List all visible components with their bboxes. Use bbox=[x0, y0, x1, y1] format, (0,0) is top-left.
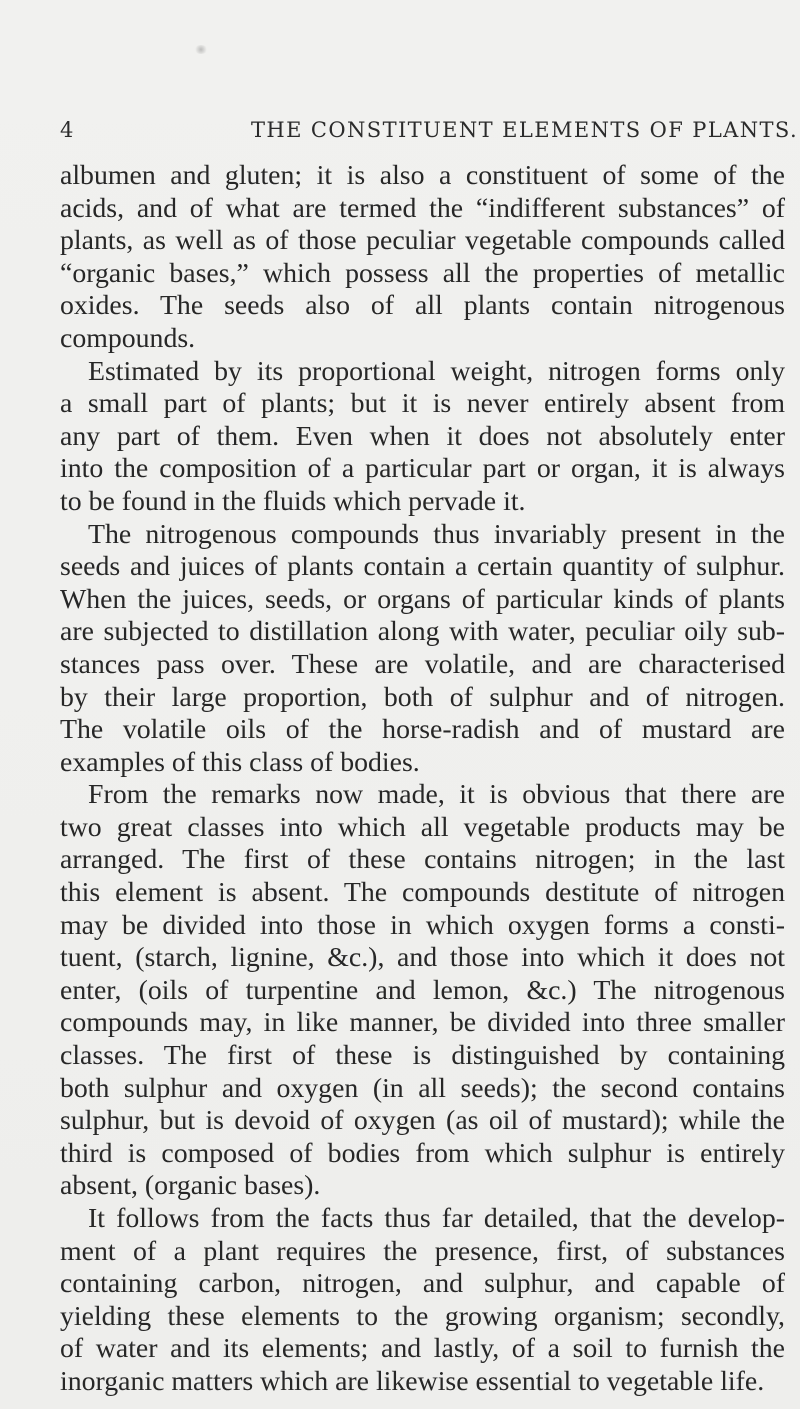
text-line: a small part of plants; but it is never entirely absent from bbox=[60, 388, 785, 420]
text-line: The nitrogenous compounds thus invariably present in the bbox=[88, 518, 785, 550]
text-line: examples of this class of bodies. bbox=[60, 746, 420, 778]
text-line: to be found in the fluids which pervade it. bbox=[60, 485, 526, 517]
text-line: compounds. bbox=[60, 322, 196, 354]
running-title: THE CONSTITUENT ELEMENTS OF PLANTS. bbox=[251, 118, 799, 142]
text-line: stances pass over. These are volatile, and are characterised bbox=[60, 648, 785, 680]
text-line: Estimated by its proportional weight, nitrogen forms only bbox=[88, 355, 785, 387]
text-line: The volatile oils of the horse-radish and of mustard are bbox=[60, 714, 785, 746]
text-line: both sulphur and oxygen (in all seeds); the second contains bbox=[60, 1072, 785, 1104]
text-line: compounds may, in like manner, be divided into three smaller bbox=[60, 1007, 785, 1039]
text-line: It follows from the facts thus far detailed, that the develop- bbox=[88, 1203, 785, 1234]
text-line: are subjected to distillation along with water, peculiar oily sub- bbox=[60, 616, 785, 648]
text-line: ment of a plant requires the presence, first, of substances bbox=[60, 1235, 785, 1267]
text-line: yielding these elements to the growing organism; secondly, bbox=[60, 1300, 785, 1332]
ink-smudge bbox=[194, 45, 208, 54]
text-line: containing carbon, nitrogen, and sulphur, and capable of bbox=[60, 1268, 785, 1300]
text-line: tuent, (starch, lignine, &c.), and those into which it does not bbox=[60, 942, 785, 974]
text-line: oxides. The seeds also of all plants contain nitrogenous bbox=[60, 290, 785, 322]
text-line: albumen and gluten; it is also a constituent of some of the bbox=[60, 160, 785, 191]
text-line: two great classes into which all vegetable products may be bbox=[60, 811, 785, 843]
text-line: sulphur, but is devoid of oxygen (as oil of mustard); while the bbox=[60, 1105, 785, 1137]
body-text bbox=[60, 160, 785, 1399]
text-line: arranged. The first of these contains nitrogen; in the last bbox=[60, 844, 785, 876]
text-line: third is composed of bodies from which sulphur is entirely bbox=[60, 1137, 785, 1169]
text-line: any part of them. Even when it does not absolutely enter bbox=[60, 420, 785, 452]
text-line: into the composition of a particular part or organ, it is always bbox=[60, 453, 785, 485]
text-line: this element is absent. The compounds destitute of nitrogen bbox=[60, 877, 785, 909]
text-line: acids, and of what are termed the “indifferent substances” of bbox=[60, 192, 785, 224]
text-line: inorganic matters which are likewise essential to vegetable life. bbox=[60, 1365, 765, 1397]
text-line: From the remarks now made, it is obvious that there are bbox=[88, 779, 785, 811]
page-number: 4 bbox=[60, 118, 75, 142]
text-line: When the juices, seeds, or organs of particular kinds of plants bbox=[60, 583, 785, 615]
text-line: seeds and juices of plants contain a certain quantity of sulphur. bbox=[60, 551, 785, 583]
text-line: by their large proportion, both of sulphur and of nitrogen. bbox=[60, 681, 785, 713]
text-line: may be divided into those in which oxygen forms a consti- bbox=[60, 909, 785, 941]
running-head bbox=[60, 118, 799, 154]
text-line: classes. The first of these is distinguished by containing bbox=[60, 1040, 785, 1072]
text-line: “organic bases,” which possess all the properties of metallic bbox=[60, 257, 785, 289]
text-line: absent, (organic bases). bbox=[60, 1170, 321, 1202]
text-line: enter, (oils of turpentine and lemon, &c.) The nitrogenous bbox=[60, 974, 785, 1006]
text-line: of water and its elements; and lastly, of a soil to furnish the bbox=[60, 1333, 785, 1365]
text-line: plants, as well as of those peculiar vegetable compounds called bbox=[60, 225, 785, 257]
